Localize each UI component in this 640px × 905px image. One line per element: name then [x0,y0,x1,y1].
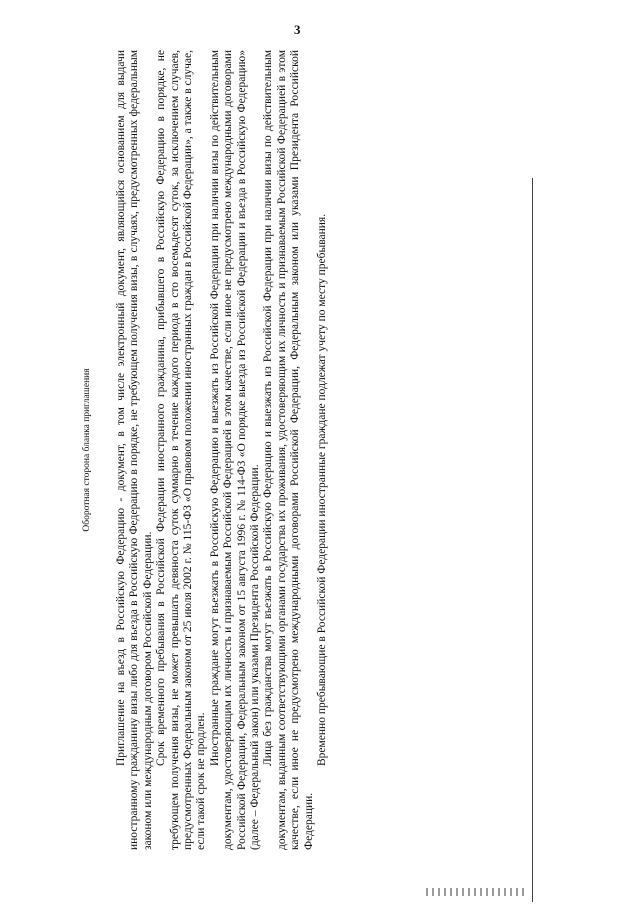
side-caption: Оборотная сторона бланка приглашения [82,368,92,532]
paragraph-stay-duration: Срок временного пребывания в Российской Федерации иностранного гражданина, прибывшего в Российскую Федерацию в порядке, не требующем получения визы, не может превышать девяноста суток суммарно в течение каждого периода в сто восемьдесят суток, за исключением случаев, предусмотренных Федеральным законом от 25 июля 2002 г. № 115-ФЗ «О правовом положении иностранных граждан в Российской Федерации», а также в случае, если такой срок не продлен. [155,50,208,850]
paragraph-invitation-definition: Приглашение на въезд в Российскую Федерацию - документ, в том числе электронный документ, являющийся основанием для выдачи иностранному гражданину визы либо для въезда в Российскую Федерацию в порядке, не требующем получения визы, в случаях, предусмотренных федеральным законом или международным договором Российской Федерации. [115,50,154,850]
side-caption-container [78,350,96,550]
document-body [115,50,515,850]
paragraph-foreign-citizens-entry: Иностранные граждане могут въезжать в Российскую Федерацию и выезжать из Российской Федерации при наличии визы по действительным документам, удостоверяющим их личность и признаваемым Российской Федерацией в этом качестве, если иное не предусмотрено международными договорами Российской Федерации, Федеральным законом от 15 августа 1996 г. № 114-ФЗ «О порядке выезда из Российской Федерации и въезда в Российскую Федерацию» (далее – Федеральный закон) или указами Президента Российской Федерации. [208,50,262,850]
scan-artifact [426,888,526,896]
paragraph-registration: Временно пребывающие в Российской Федерации иностранные граждане подлежат учету по месту пребывания. [316,213,329,766]
rotated-text-block [110,40,520,860]
paragraph-stateless-persons-entry: Лица без гражданства могут въезжать в Российскую Федерацию и выезжать из Российской Федерации при наличии визы по действительным документам, выданным соответствующими органами государства их проживания, удостоверяющим их личность и признаваемым Российской Федерацией в этом качестве, если иное не предусмотрено международными договорами Российской Федерации, Федеральным законом или указами Президента Российской Федерации. [262,50,315,850]
vertical-rule [532,178,533,902]
page-number: 3 [294,22,301,37]
